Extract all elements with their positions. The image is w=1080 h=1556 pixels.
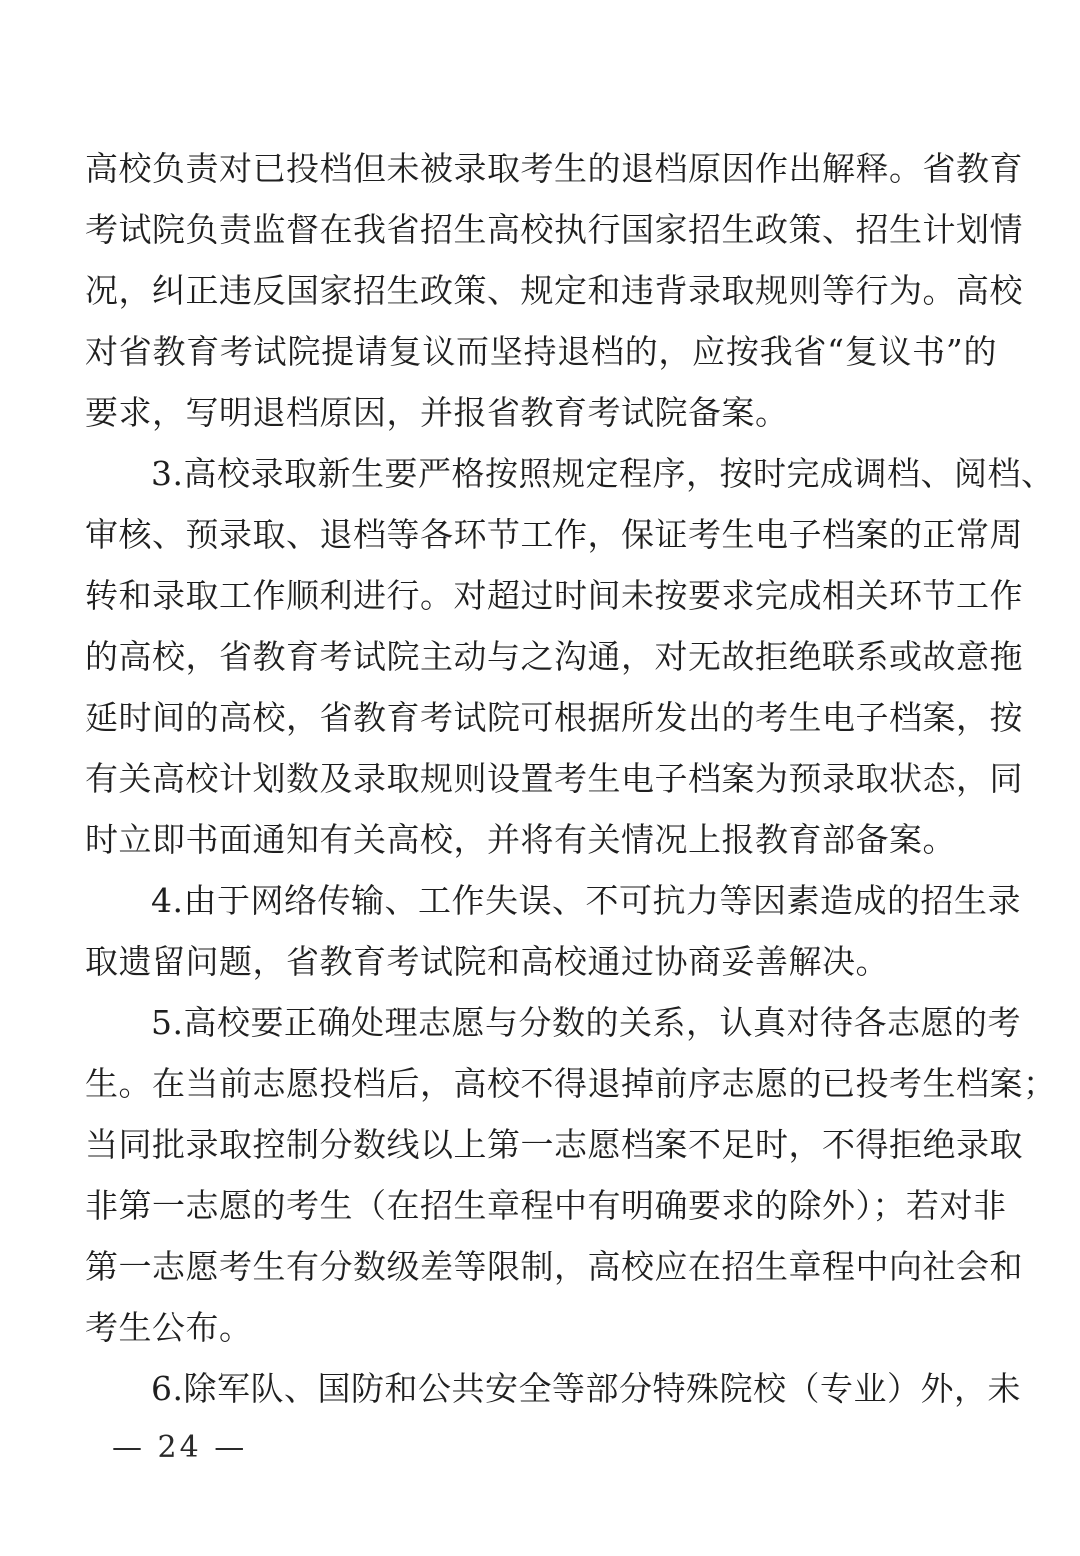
text-line: 考试院负责监督在我省招生高校执行国家招生政策、招生计划情 bbox=[85, 210, 1023, 249]
text-line: 当同批录取控制分数线以上第一志愿档案不足时，不得拒绝录取 bbox=[85, 1125, 1023, 1164]
paragraph bbox=[85, 870, 1021, 992]
text-line: 3.高校录取新生要严格按照规定程序，按时完成调档、阅档、 bbox=[151, 454, 1055, 493]
text-line: 第一志愿考生有分数级差等限制，高校应在招生章程中向社会和 bbox=[85, 1247, 1023, 1286]
paragraph bbox=[85, 1358, 1021, 1419]
paragraph bbox=[85, 992, 1057, 1358]
text-line: 况，纠正违反国家招生政策、规定和违背录取规则等行为。高校 bbox=[85, 271, 1023, 310]
text-line: 时立即书面通知有关高校，并将有关情况上报教育部备案。 bbox=[85, 820, 956, 859]
text-line: 6.除军队、国防和公共安全等部分特殊院校（专业）外，未 bbox=[151, 1369, 1021, 1408]
text-line: 高校负责对已投档但未被录取考生的退档原因作出解释。省教育 bbox=[85, 149, 1023, 188]
page-number: — 24 — bbox=[112, 1430, 248, 1465]
document-text bbox=[85, 138, 1057, 1419]
text-line: 考生公布。 bbox=[85, 1308, 253, 1347]
text-line: 转和录取工作顺利进行。对超过时间未按要求完成相关环节工作 bbox=[85, 576, 1023, 615]
text-line: 4.由于网络传输、工作失误、不可抗力等因素造成的招生录 bbox=[151, 881, 1021, 920]
paragraph bbox=[85, 138, 1023, 443]
text-line: 非第一志愿的考生（在招生章程中有明确要求的除外）；若对非 bbox=[85, 1186, 1007, 1225]
text-line: 取遗留问题，省教育考试院和高校通过协商妥善解决。 bbox=[85, 942, 889, 981]
text-line: 对省教育考试院提请复议而坚持退档的，应按我省“复议书”的 bbox=[85, 332, 997, 371]
text-line: 有关高校计划数及录取规则设置考生电子档案为预录取状态，同 bbox=[85, 759, 1023, 798]
text-line: 的高校，省教育考试院主动与之沟通，对无故拒绝联系或故意拖 bbox=[85, 637, 1023, 676]
text-line: 要求，写明退档原因，并报省教育考试院备案。 bbox=[85, 393, 789, 432]
text-line: 延时间的高校，省教育考试院可根据所发出的考生电子档案，按 bbox=[85, 698, 1023, 737]
text-line: 5.高校要正确处理志愿与分数的关系，认真对待各志愿的考 bbox=[151, 1003, 1021, 1042]
text-line: 审核、预录取、退档等各环节工作，保证考生电子档案的正常周 bbox=[85, 515, 1023, 554]
text-line: 生。在当前志愿投档后，高校不得退掉前序志愿的已投考生档案； bbox=[85, 1064, 1057, 1103]
paragraph bbox=[85, 443, 1055, 870]
